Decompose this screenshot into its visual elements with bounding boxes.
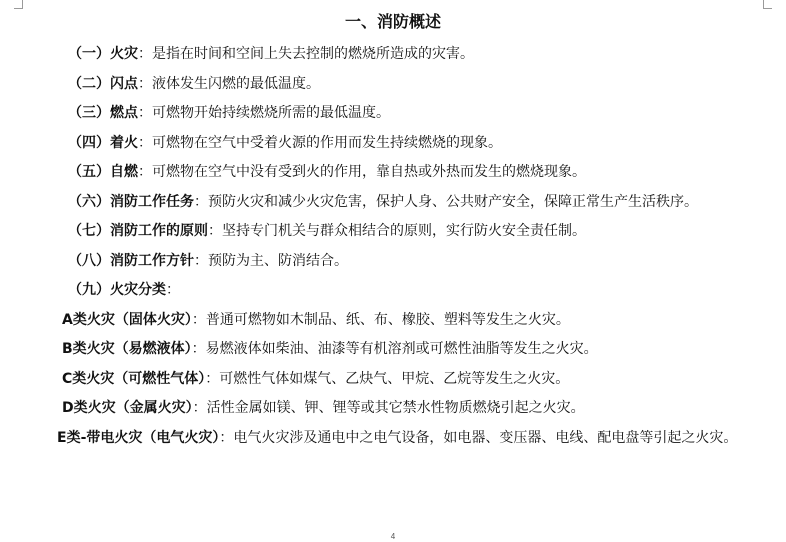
definition-flash-point — [30, 70, 774, 100]
class-label: E类-带电火灾（电气火灾） — [57, 429, 220, 446]
definition-spontaneous-combustion — [30, 158, 774, 188]
term-label: （八）消防工作方针 — [68, 252, 194, 269]
term-text: ：坚持专门机关与群众相结合的原则，实行防火安全责任制。 — [208, 223, 586, 239]
class-text: ：活性金属如镁、钾、锂等或其它禁水性物质燃烧引起之火灾。 — [192, 400, 585, 416]
term-text: ：可燃物在空气中没有受到火的作用，靠自热或外热而发生的燃烧现象。 — [138, 164, 586, 180]
fire-class-e — [30, 424, 774, 454]
definition-fire-work-policy — [30, 247, 774, 277]
term-label: （七）消防工作的原则 — [68, 223, 208, 239]
term-label: （二）闪点 — [68, 75, 138, 92]
term-label: （四）着火 — [68, 134, 138, 151]
term-label: （三）燃点 — [68, 105, 138, 121]
term-text: ：可燃物在空气中受着火源的作用而发生持续燃烧的现象。 — [138, 134, 502, 151]
section-heading: 一、消防概述 — [344, 12, 441, 31]
class-text: ：普通可燃物如木制品、纸、布、橡胶、塑料等发生之火灾。 — [191, 311, 570, 328]
term-text: ：是指在时间和空间上失去控制的燃烧所造成的灾害。 — [138, 46, 474, 62]
class-label: B类火灾（易燃液体） — [62, 341, 192, 357]
fire-class-d — [30, 394, 774, 424]
class-label: A类火灾（固体火灾） — [62, 311, 192, 328]
term-text: ： — [166, 282, 180, 298]
term-text: ：液体发生闪燃的最低温度。 — [138, 75, 320, 92]
fire-class-c — [30, 365, 774, 395]
term-label: （一）火灾 — [68, 46, 138, 62]
class-text: ：易燃液体如柴油、油漆等有机溶剂或可燃性油脂等发生之火灾。 — [191, 341, 598, 357]
fire-class-b — [30, 335, 774, 365]
class-text: ：电气火灾涉及通电中之电气设备，如电器、变压器、电线、配电盘等引起之火灾。 — [219, 429, 738, 446]
term-text: ：预防为主、防消结合。 — [194, 252, 348, 269]
document-body — [30, 40, 774, 453]
definition-fire — [30, 40, 774, 70]
term-text: ：可燃物开始持续燃烧所需的最低温度。 — [138, 105, 390, 121]
term-label: （六）消防工作任务 — [68, 193, 194, 210]
fire-class-a — [30, 306, 774, 336]
class-label: C类火灾（可燃性气体） — [62, 370, 206, 387]
definition-fire-work-task — [30, 188, 774, 218]
page-number: 4 — [390, 532, 396, 541]
term-text: ：预防火灾和减少火灾危害，保护人身、公共财产安全，保障正常生产生活秩序。 — [194, 193, 698, 210]
definition-combustion — [30, 129, 774, 159]
term-label: （五）自燃 — [68, 164, 138, 180]
definition-fire-classification — [30, 276, 774, 306]
definition-ignition-point — [30, 99, 774, 129]
class-label: D类火灾（金属火灾） — [62, 400, 193, 416]
class-text: ：可燃性气体如煤气、乙炔气、甲烷、乙烷等发生之火灾。 — [205, 370, 570, 387]
definition-fire-work-principle — [30, 217, 774, 247]
term-label: （九）火灾分类 — [68, 282, 166, 298]
